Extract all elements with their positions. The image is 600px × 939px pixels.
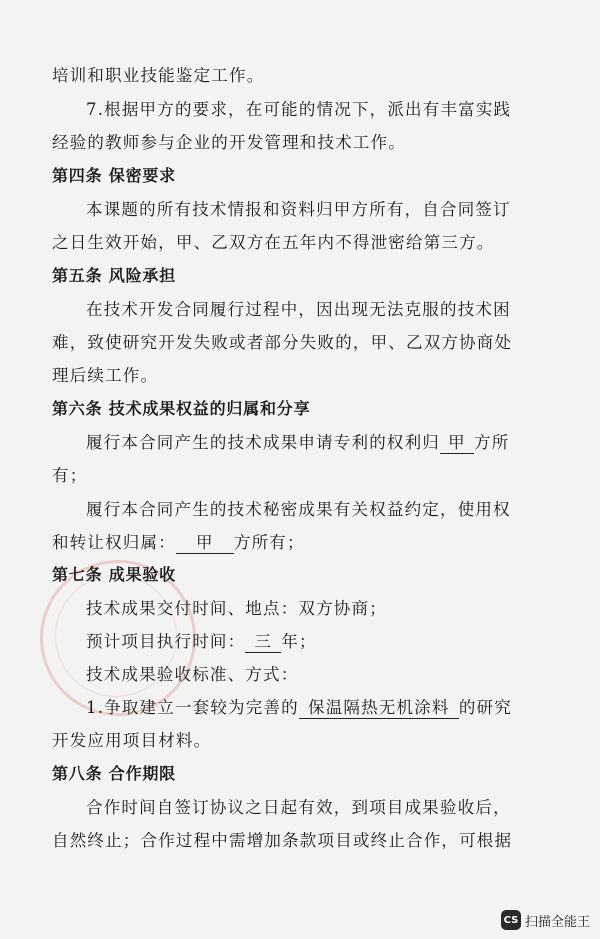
transfer-suffix: 方所有；: [233, 533, 305, 552]
duration-suffix: 年；: [281, 632, 317, 651]
patent-rights-line: [86, 429, 600, 454]
transfer-rights-line: [52, 529, 572, 554]
text-line: 有；: [52, 466, 88, 485]
text-line: 培训和职业技能鉴定工作。: [52, 66, 265, 85]
text-line: 自然终止；合作过程中需增加条款项目或终止合作，可根据: [52, 831, 513, 850]
goal-prefix: 1.争取建立一套较为完善的: [86, 698, 299, 717]
section-heading: 第六条 技术成果权益的归属和分享: [52, 399, 311, 418]
text-line: 技术成果验收标准、方式：: [86, 665, 299, 684]
transfer-prefix: 和转让权归属：: [52, 533, 176, 552]
text-line: 开发应用项目材料。: [52, 731, 212, 750]
text-line: 本课题的所有技术情报和资料归甲方所有，自合同签订: [86, 200, 511, 219]
section-heading: 第四条 保密要求: [52, 166, 176, 185]
patent-rights-prefix: 履行本合同产生的技术成果申请专利的权利归: [86, 433, 440, 452]
patent-owner-fill: 甲: [440, 429, 474, 454]
transfer-owner-fill: 甲: [176, 529, 234, 554]
section-heading: 第五条 风险承担: [52, 266, 176, 285]
scanner-watermark: [501, 909, 590, 931]
camscanner-icon: CS: [501, 910, 521, 930]
duration-prefix: 预计项目执行时间：: [86, 632, 246, 651]
section-heading: 第七条 成果验收: [52, 565, 176, 584]
patent-rights-suffix: 方所: [474, 433, 510, 452]
text-line: 履行本合同产生的技术秘密成果有关权益约定，使用权: [86, 500, 511, 519]
duration-fill: 三: [245, 628, 281, 653]
duration-line: [86, 628, 600, 653]
goal-line: [86, 694, 600, 719]
scanner-watermark-label: 扫描全能王: [524, 914, 590, 930]
goal-material-fill: 保温隔热无机涂料: [299, 694, 459, 719]
section-heading: 第八条 合作期限: [52, 764, 176, 783]
text-line: 7.根据甲方的要求，在可能的情况下，派出有丰富实践: [86, 100, 512, 119]
text-line: 之日生效开始，甲、乙双方在五年内不得泄密给第三方。: [52, 233, 495, 252]
text-line: 理后续工作。: [52, 366, 159, 385]
text-line: 难，致使研究开发失败或者部分失败的，甲、乙双方协商处: [52, 333, 513, 352]
text-line: 合作时间自签订协议之日起有效，到项目成果验收后，: [86, 798, 511, 817]
text-line: 经验的教师参与企业的开发管理和技术工作。: [52, 133, 406, 152]
text-line: 技术成果交付时间、地点：双方协商；: [86, 599, 387, 618]
goal-suffix: 的研究: [458, 698, 512, 717]
text-line: 在技术开发合同履行过程中，因出现无法克服的技术困: [86, 300, 511, 319]
